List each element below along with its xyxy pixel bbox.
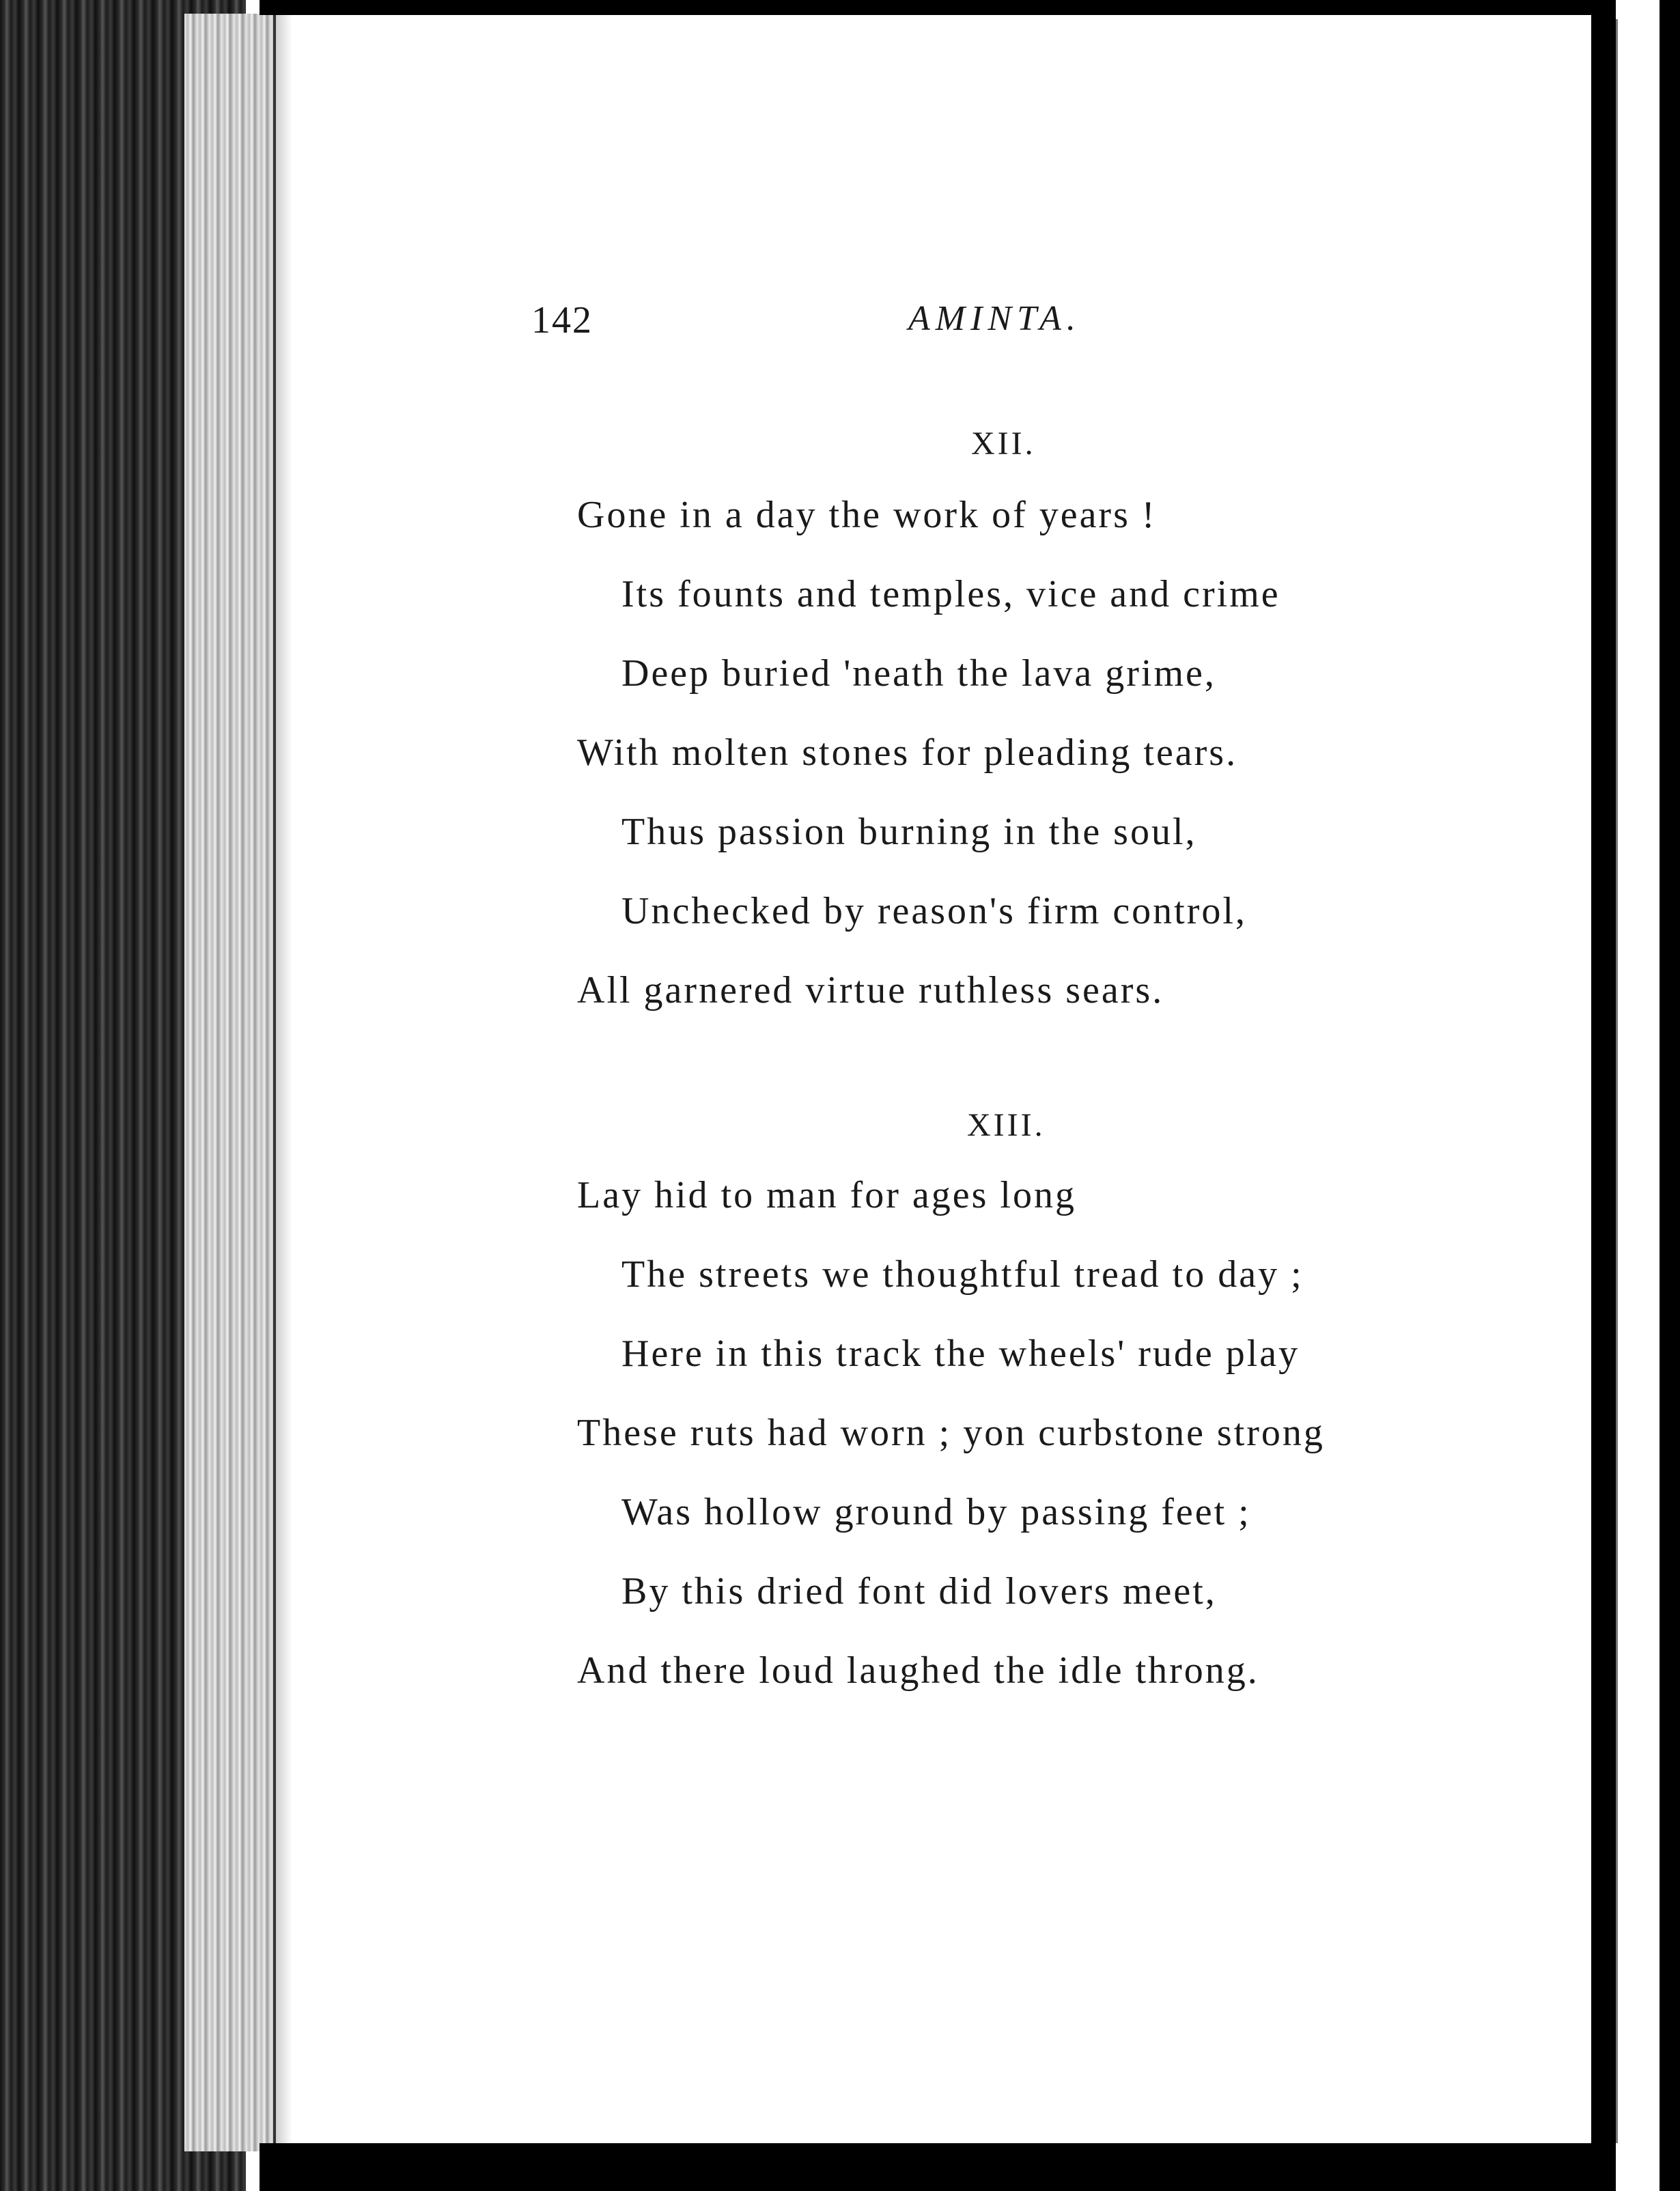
running-head [294, 298, 1591, 360]
page-curve-shadow [276, 15, 292, 2146]
book-page [294, 15, 1591, 2143]
verse-line: Lay hid to man for ages long [577, 1174, 1076, 1216]
running-title: AMINTA. [908, 299, 1081, 338]
verse-line: All garnered virtue ruthless sears. [577, 969, 1164, 1011]
stanza-number: XII. [971, 425, 1036, 462]
page-stack-edges [184, 14, 276, 2151]
verse-line: Here in this track the wheels' rude play [621, 1332, 1300, 1375]
verse-line: With molten stones for pleading tears. [577, 731, 1238, 774]
scan-bottom-border [260, 2143, 1598, 2191]
verse-line: By this dried font did lovers meet, [621, 1570, 1217, 1613]
scan-right-border [1660, 0, 1680, 2191]
verse-line: Was hollow ground by passing feet ; [621, 1491, 1251, 1533]
page-number: 142 [531, 299, 593, 341]
verse-line: Its founts and temples, vice and crime [621, 573, 1280, 615]
scan-top-border [260, 0, 1598, 15]
verse-line: Deep buried 'neath the lava grime, [621, 652, 1216, 695]
stanza-number: XIII. [967, 1107, 1046, 1143]
verse-line: Gone in a day the work of years ! [577, 494, 1157, 536]
verse-line: These ruts had worn ; yon curbstone strong [577, 1412, 1325, 1454]
verse-line: The streets we thoughtful tread to day ; [621, 1253, 1304, 1296]
verse-line: Unchecked by reason's firm control, [621, 890, 1247, 932]
book-gutter [1591, 0, 1616, 2191]
verse-line: Thus passion burning in the soul, [621, 811, 1197, 853]
verse-line: And there loud laughed the idle throng. [577, 1649, 1259, 1692]
